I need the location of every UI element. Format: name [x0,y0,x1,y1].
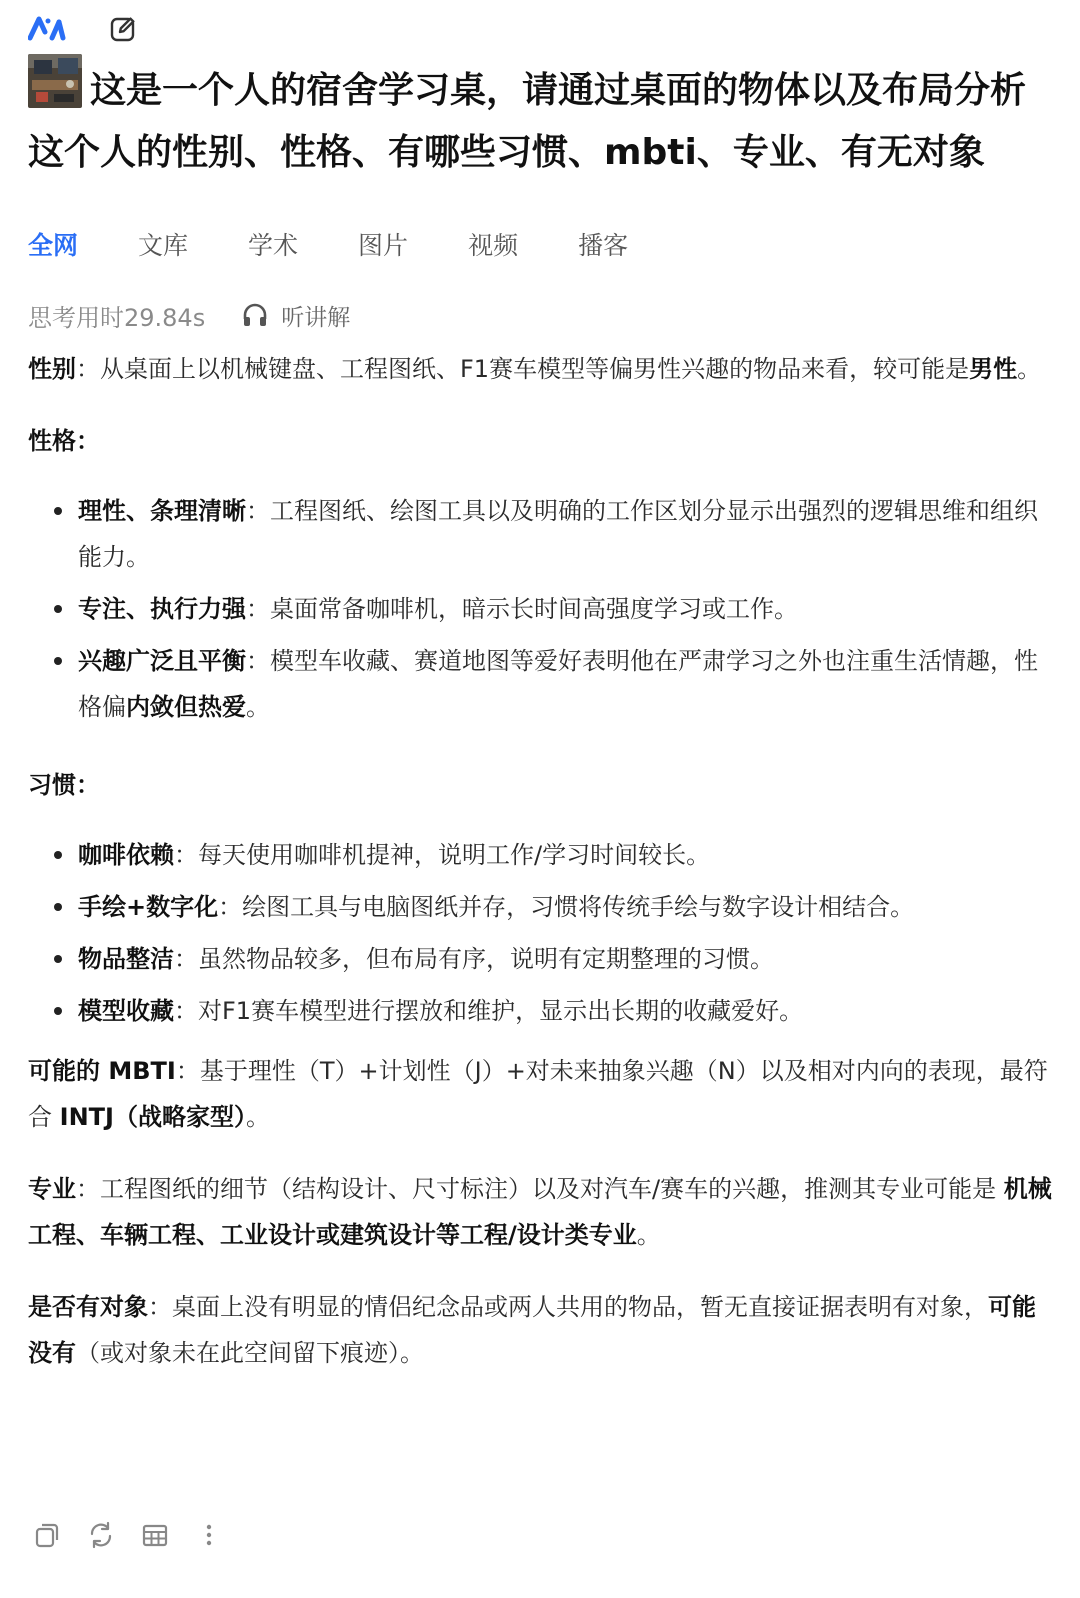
mbti-label: 可能的 MBTI [28,1057,176,1085]
partner-label: 是否有对象 [28,1293,148,1321]
habits-heading-text: 习惯： [28,771,100,799]
list-item-text: ：每天使用咖啡机提神，说明工作/学习时间较长。 [174,841,711,869]
copy-icon [32,1520,62,1550]
major-text: ：工程图纸的细节（结构设计、尺寸标注）以及对汽车/赛车的兴趣，推测其专业可能是 [76,1175,1004,1203]
answer-actions [32,1520,248,1550]
list-item [28,936,1052,982]
top-bar [28,0,1052,54]
list-item [28,988,1052,1034]
more-icon [194,1520,224,1550]
question-text: 这是一个人的宿舍学习桌，请通过桌面的物体以及布局分析这个人的性别、性格、有哪些习惯、mbti、专业、有无对象 [28,70,1027,173]
list-item-text: ：虽然物品较多，但布局有序，说明有定期整理的习惯。 [174,945,774,973]
listen-button[interactable] [241,299,350,332]
mbti-end: 。 [245,1103,270,1131]
list-item [28,638,1052,730]
list-item [28,586,1052,632]
partner-text: ：桌面上没有明显的情侣纪念品或两人共用的物品，暂无直接证据表明有对象， [148,1293,988,1321]
more-button[interactable] [194,1520,224,1550]
brand-logo-icon[interactable] [28,14,66,42]
gender-text: 从桌面上以机械键盘、工程图纸、F1赛车模型等偏男性兴趣的物品来看，较可能是 [100,355,970,383]
question-title [28,54,1052,184]
list-item [28,884,1052,930]
partner-conclusion: 可能没有 [28,1293,1036,1367]
search-tabs [28,224,1052,264]
list-item-label: 物品整洁 [78,945,174,973]
list-item [28,488,1052,580]
major-paragraph [28,1166,1052,1258]
regenerate-button[interactable] [86,1520,116,1550]
edit-icon[interactable] [108,14,138,44]
copy-button[interactable] [32,1520,62,1550]
list-item-text: ：桌面常备咖啡机，暗示长时间高强度学习或工作。 [246,595,798,623]
answer-meta [28,298,1052,332]
refresh-icon [86,1520,116,1550]
major-label: 专业 [28,1175,76,1203]
gender-label: 性别 [28,355,76,383]
list-item [28,832,1052,878]
tab-videos[interactable]: 视频 [468,231,519,260]
mbti-paragraph [28,1048,1052,1140]
tab-images[interactable]: 图片 [358,231,409,260]
table-icon [140,1520,170,1550]
listen-label: 听讲解 [281,304,351,331]
list-item-label: 手绘+数字化 [78,893,219,921]
list-item-text: ：对F1赛车模型进行摆放和维护，显示出长期的收藏爱好。 [174,997,804,1025]
tab-library[interactable]: 文库 [138,231,189,260]
list-item-label: 兴趣广泛且平衡 [78,647,246,675]
major-end: 。 [636,1221,661,1249]
mbti-conclusion: INTJ（战略家型） [59,1103,246,1131]
list-item-text: ：工程图纸、绘图工具以及明确的工作区划分显示出强烈的逻辑思维和组织能力。 [78,497,1038,571]
partner-paragraph [28,1284,1052,1376]
tab-academic[interactable]: 学术 [248,231,299,260]
table-button[interactable] [140,1520,170,1550]
major-conclusion: 机械工程、车辆工程、工业设计或建筑设计等工程/设计类专业 [28,1175,1052,1249]
personality-heading-text: 性格： [28,427,100,455]
list-item-end: 。 [246,693,270,721]
habits-list [28,832,1052,1034]
desk-photo-thumbnail[interactable] [28,54,82,108]
mbti-text: ：基于理性（T）+计划性（J）+对未来抽象兴趣（N）以及相对内向的表现，最符合 [28,1057,1048,1131]
gender-sep: ： [76,355,100,383]
tab-podcasts[interactable]: 播客 [578,231,629,260]
think-time[interactable]: 思考用时29.84s [28,303,206,332]
list-item-label: 专注、执行力强 [78,595,246,623]
list-item-label: 咖啡依赖 [78,841,174,869]
list-item-label: 理性、条理清晰 [78,497,246,525]
list-item-label: 模型收藏 [78,997,174,1025]
habits-heading [28,762,1052,808]
gender-paragraph [28,346,1052,392]
partner-end: （或对象未在此空间留下痕迹）。 [76,1339,424,1367]
list-item-bold: 内敛但热爱 [126,693,246,721]
personality-list [28,488,1052,730]
headphones-icon [241,301,269,329]
answer-content [28,346,1052,1376]
personality-heading [28,418,1052,464]
list-item-text: ：模型车收藏、赛道地图等爱好表明他在严肃学习之外也注重生活情趣，性格偏 [78,647,1038,721]
list-item-text: ：绘图工具与电脑图纸并存，习惯将传统手绘与数字设计相结合。 [218,893,915,921]
tab-all-web[interactable]: 全网 [28,231,79,260]
gender-end: 。 [1017,355,1042,383]
gender-conclusion: 男性 [969,355,1018,383]
